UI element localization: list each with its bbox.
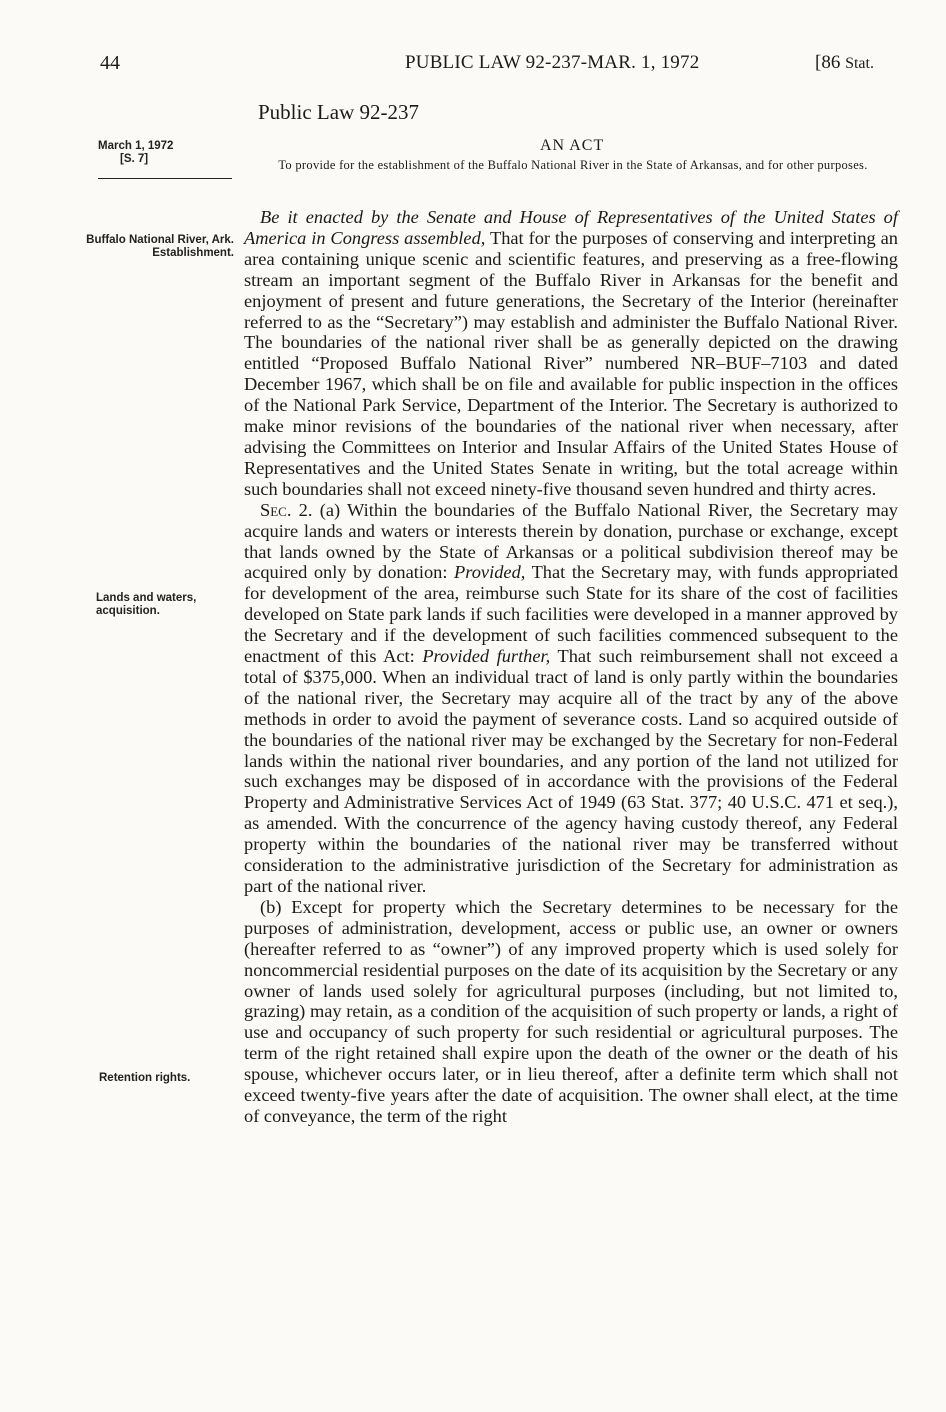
act-body [244,207,898,1127]
margin-bill: [S. 7] [120,153,149,165]
margin-note-retention: Retention rights. [99,1072,191,1084]
section-2b: (b) Except for property which the Secretary determines to be necessary for the purposes of administration, development, access or public use, an owner or owners (hereafter referred to as “owner”) of any improved property which is used solely for noncommercial residential purposes on the date of its acquisition by the Secretary or any owner of lands used solely for agricultural purposes (including, but not limited to, grazing) may retain, as a condition of the acquisition of such property or lands, a right of use and occupancy of such property for such residential or agricultural purposes. The term of the right retained shall expire upon the death of the owner or the death of his spouse, whichever occurs later, or in lieu thereof, after a definite term which shall not exceed twenty-five years after the date of acquisition. The owner shall elect, at the time of conveyance, the term of the right [244,896,898,1126]
margin-note-buffalo: Buffalo National River, Ark. Establishment. [86,234,234,259]
volume-prefix: [86 [815,52,846,73]
section-2a-text-1: (a) Within the boundaries of the Buffalo National River, the Secretary may acquire lands and waters or interests therein by donation, purchase or exchange, except that lands owned by the State of Arkansas or a political subdivision thereof may be acquired only by donation: [244,499,899,583]
section-1 [244,207,898,500]
page-number: 44 [100,52,120,74]
enacting-clause: Be it enacted by the Senate and House of Representatives of the United States of America in Congress assembled, [244,207,898,248]
margin-note-lands: Lands and waters, acquisition. [96,592,197,617]
margin-date-block [98,140,234,166]
running-head: PUBLIC LAW 92-237-MAR. 1, 1972 [405,52,700,73]
act-purpose: To provide for the establishment of the Buffalo National River in the State of Arkansas, and for other purposes. [278,158,868,172]
margin-date: March 1, 1972 [98,140,174,152]
proviso-further: Provided further, [422,646,551,667]
section-2a [244,500,898,897]
margin-rule [98,178,232,179]
section-2-label: Sec. 2. [260,499,313,520]
section-2a-text-3: That such reimbursement shall not exceed a total of $375,000. When an individual tract of land is only partly within the boundaries of the national river, the Secretary may acquire all of the tract by any of the above methods in order to avoid the payment of severance costs. Land so acquired outside of the boundaries of the national river may be exchanged by the Secretary for non-Federal lands within the national river boundaries, and any portion of the land not utilized for such exchanges may be disposed of in accordance with the provisions of the Federal Property and Administrative Services Act of 1949 (63 Stat. 377; 40 U.S.C. 471 et seq.), as amended. With the concurrence of the agency having custody thereof, any Federal property within the boundaries of the national river may be transferred without consideration to the administrative jurisdiction of the Secretary for administration as part of the national river. [244,646,898,896]
proviso: Provided, [454,562,526,583]
public-law-title: Public Law 92-237 [258,100,419,124]
section-2a-text-2: That the Secretary may, with funds appropriated for development of the area, reimburse such State for its share of the cost of facilities developed on State park lands if such facilities were developed in a manner approved by the Secretary and if the development of such facilities commenced subsequent to the enactment of this Act: [244,562,898,667]
page-header [0,52,946,82]
section-1-text: That for the purposes of conserving and interpreting an area containing unique scenic and scientific features, and preserving as a free-flowing stream an important segment of the Buffalo River in Arkansas for the benefit and enjoyment of present and future generations, the Secretary of the Interior (hereinafter referred to as the “Secretary”) may establish and administer the Buffalo National River. The boundaries of the national river shall be as generally depicted on the drawing entitled “Proposed Buffalo National River” numbered NR–BUF–7103 and dated December 1967, which shall be on file and available for public inspection in the offices of the National Park Service, Department of the Interior. The Secretary is authorized to make minor revisions of the boundaries of the national river when necessary, after advising the Committees on Interior and Insular Affairs of the United States House of Representatives and the United States Senate in writing, but the total acreage within such boundaries shall not exceed ninety-five thousand seven hundred and thirty acres. [244,227,898,499]
volume-stat: Stat. [845,55,874,72]
volume-citation [815,52,874,74]
an-act-heading: AN ACT [540,137,605,154]
